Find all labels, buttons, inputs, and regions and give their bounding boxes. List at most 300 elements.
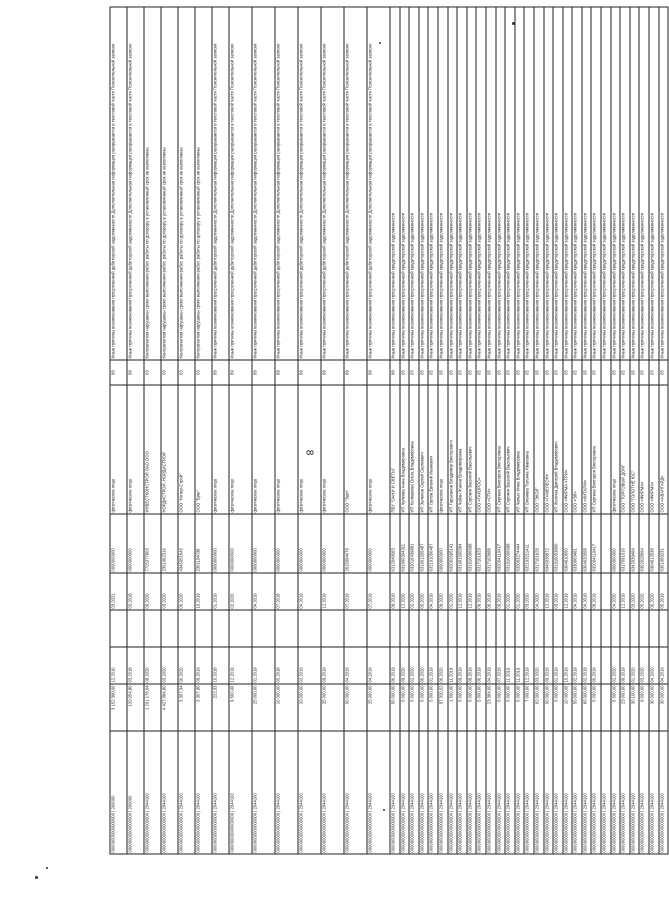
date-due-cell: 12.2019 xyxy=(321,573,344,610)
date-extra-cell xyxy=(505,610,515,647)
reason-text-cell: Иные причины возникновения просроченной дебиторской задолженности Дополнительная информация раскрывается в текстовой части Пояснительной записки xyxy=(367,7,390,360)
inn-cell: 632103211411 xyxy=(524,514,534,573)
reason-text-cell: Иные причины возникновения просроченной кредиторской задолженности xyxy=(476,7,486,360)
amount-cell: 5 000,00 xyxy=(553,684,563,731)
date-due-cell: 01.2020 xyxy=(505,573,515,610)
reason-text-cell: Иные причины возникновения просроченной кредиторской задолженности xyxy=(457,7,467,360)
date-arise-cell: 12.2019 xyxy=(229,647,252,684)
counterparty-cell: ИП Жилина Дмитрий Владимирович xyxy=(553,385,563,514)
counterparty-cell: ООО "ТОРГОВЫЙ ДОМ" xyxy=(620,385,630,514)
table-row xyxy=(110,7,127,854)
inn-cell: 2301062316 xyxy=(161,514,178,573)
date-extra-cell xyxy=(524,610,534,647)
reason-code-cell: 05 xyxy=(428,360,438,385)
date-extra-cell xyxy=(419,610,429,647)
table-row xyxy=(298,7,321,854)
account-code-cell: 00000000000000000 | 2044100 xyxy=(611,731,621,854)
table-row xyxy=(544,7,554,854)
date-extra-cell xyxy=(476,610,486,647)
date-due-cell: 04.2020 xyxy=(534,573,544,610)
table-row xyxy=(428,7,438,854)
reason-code-cell: 05 xyxy=(563,360,573,385)
date-due-cell: 03.2019 xyxy=(553,573,563,610)
reason-code-cell: 05 xyxy=(544,360,554,385)
reason-code-cell: 05 xyxy=(639,360,649,385)
table-row xyxy=(144,7,161,854)
inn-cell: 2615094479 xyxy=(344,514,367,573)
amount-cell: 50 000,00 xyxy=(544,684,554,731)
reason-code-cell: 05 xyxy=(448,360,458,385)
reason-text-cell: Контрагентом нарушены сроки выполнения работ, работы по договору в установленный срок не выполнены xyxy=(161,7,178,360)
reason-text-cell: Иные причины возникновения просроченной дебиторской задолженности Дополнительная информация раскрывается в текстовой части Пояснительной записки xyxy=(110,7,127,360)
table-row xyxy=(476,7,486,854)
amount-cell: 5 000,00 xyxy=(400,684,410,731)
date-extra-cell xyxy=(534,610,544,647)
date-extra-cell xyxy=(659,610,669,647)
date-arise-cell: 09.2020 xyxy=(400,647,410,684)
date-due-cell: 12.2019 xyxy=(620,573,630,610)
reason-text-cell: Контрагентом нарушены сроки выполнения работ, работы по договору в установленный срок не выполнены xyxy=(178,7,195,360)
date-due-cell: 05.2020 xyxy=(419,573,429,610)
table-row xyxy=(611,7,621,854)
date-extra-cell xyxy=(438,610,448,647)
date-arise-cell: 03.2020 xyxy=(534,647,544,684)
amount-cell: 23 384,00 xyxy=(486,684,496,731)
account-code-cell: 00000000000000000 | 2044100 xyxy=(390,731,400,854)
date-arise-cell: 02.2019 xyxy=(582,647,592,684)
date-arise-cell: 04.2019 xyxy=(659,647,669,684)
table-row xyxy=(496,7,506,854)
date-due-cell: 04.2019 xyxy=(582,573,592,610)
date-due-cell xyxy=(601,573,611,610)
inn-cell: 0000000000 xyxy=(229,514,252,573)
amount-cell: 3 307,34 xyxy=(178,684,195,731)
date-due-cell: 03.2021 xyxy=(110,573,127,610)
reason-code-cell: 05 xyxy=(409,360,419,385)
inn-cell: 0000000000 xyxy=(611,514,621,573)
scan-speck xyxy=(46,867,48,869)
counterparty-cell: ООО "ЭКОЛ" xyxy=(534,385,544,514)
date-extra-cell xyxy=(553,610,563,647)
amount-cell: 120 054,80 xyxy=(127,684,144,731)
date-due-cell: 09.2019 xyxy=(390,573,400,610)
table-row xyxy=(419,7,429,854)
counterparty-cell: ИП Сорокин Василий Васильевич xyxy=(467,385,477,514)
counterparty-cell: физическое лицо xyxy=(127,385,144,514)
counterparty-cell: ООО "Эшп" xyxy=(344,385,367,514)
date-due-cell: 03.2020 xyxy=(630,573,640,610)
inn-cell: 6312049583 xyxy=(390,514,400,573)
date-extra-cell xyxy=(496,610,506,647)
date-arise-cell: 09.2019 xyxy=(321,647,344,684)
date-due-cell: 09.2020 xyxy=(438,573,448,610)
reason-code-cell: 05 xyxy=(620,360,630,385)
account-code-cell: 00000000000000000 | 2044100 xyxy=(572,731,582,854)
date-extra-cell xyxy=(649,610,659,647)
date-arise-cell: 04.2019 xyxy=(367,647,390,684)
amount-cell: 5 000,00 xyxy=(428,684,438,731)
counterparty-cell: НОРДИСТРОЙ, НОРДИСТРОЙ xyxy=(161,385,178,514)
account-code-cell: 00000000000000000 | 2044100 xyxy=(659,731,669,854)
date-due-cell: 08.2019 xyxy=(591,573,601,610)
account-code-cell: 00000000000000000 | 2044100 xyxy=(409,731,419,854)
counterparty-cell: ООО «ФИРМА» xyxy=(649,385,659,514)
table-row xyxy=(572,7,582,854)
reason-code-cell: 05 xyxy=(419,360,429,385)
reason-code-cell: 05 xyxy=(630,360,640,385)
account-code-cell: 00000000000000000 | 2044100 xyxy=(544,731,554,854)
account-code-cell: 00000000000000000 | 2044100 xyxy=(144,731,161,854)
amount-cell: 1 201 178,64 xyxy=(144,684,161,731)
reason-code-cell: 05 xyxy=(582,360,592,385)
account-code-cell: 00000000000000000 | 2044100 xyxy=(524,731,534,854)
reason-code-cell: 05 xyxy=(486,360,496,385)
account-code-cell: 00000000000000000 | 2044100 xyxy=(195,731,212,854)
table-row xyxy=(649,7,659,854)
amount-cell: 30 100,00 xyxy=(630,684,640,731)
inn-cell: 631900304311 xyxy=(400,514,410,573)
date-arise-cell: 01.2019 xyxy=(553,647,563,684)
inn-cell: 2301104038 xyxy=(195,514,212,573)
table-row xyxy=(400,7,410,854)
inn-cell: 6301069231 xyxy=(659,514,669,573)
date-arise-cell: 06.2019 xyxy=(476,647,486,684)
date-extra-cell xyxy=(178,610,195,647)
inn-cell: 631901205487 xyxy=(419,514,429,573)
date-extra-cell xyxy=(400,610,410,647)
date-arise-cell: 11.2019 xyxy=(505,647,515,684)
amount-cell: 10 000,00 xyxy=(563,684,573,731)
account-code-cell: 00000000000000000 | 2044100 xyxy=(591,731,601,854)
counterparty-cell: ИП Чалых Инна Владимировна xyxy=(515,385,525,514)
counterparty-cell: ООО "ГОЛОТНЕ ЮС" xyxy=(630,385,640,514)
date-due-cell: 04.2019 xyxy=(252,573,275,610)
table-row xyxy=(448,7,458,854)
date-arise-cell: 03.2020 xyxy=(639,647,649,684)
table-row xyxy=(515,7,525,854)
counterparty-cell: ИП Сергеев Виктория Викторовна xyxy=(496,385,506,514)
reason-code-cell: 05 xyxy=(572,360,582,385)
reason-code-cell: 89 xyxy=(212,360,229,385)
counterparty-cell: ООО «ФИРМА» xyxy=(639,385,649,514)
reason-text-cell: Иные причины возникновения просроченной кредиторской задолженности xyxy=(601,7,611,360)
inn-cell: 6302028694 xyxy=(639,514,649,573)
reason-text-cell: Иные причины возникновения просроченной кредиторской задолженности xyxy=(390,7,400,360)
reason-text-cell: Контрагентом нарушены сроки выполнения работ, работы по договору в установленный срок не выполнены xyxy=(195,7,212,360)
inn-cell: 632004110417 xyxy=(496,514,506,573)
page-number: 8 xyxy=(303,449,315,456)
amount-cell: 92 000,00 xyxy=(534,684,544,731)
account-code-cell: 00000000000000000 | 2044100 xyxy=(457,731,467,854)
amount-cell: 7 000,00 xyxy=(524,684,534,731)
date-due-cell: 12.2020 xyxy=(400,573,410,610)
amount-cell: 20 000,00 xyxy=(298,684,321,731)
reason-text-cell: Иные причины возникновения просроченной кредиторской задолженности xyxy=(496,7,506,360)
amount-cell: 5 000,00 xyxy=(467,684,477,731)
date-extra-cell xyxy=(127,610,144,647)
counterparty-cell: физическое лицо xyxy=(321,385,344,514)
account-code-cell: 00000000000000000 | 2044100 xyxy=(229,731,252,854)
inn-cell: 0000000000 xyxy=(252,514,275,573)
account-code-cell: 00000000000000000 | 2044100 xyxy=(275,731,298,854)
date-extra-cell xyxy=(639,610,649,647)
reason-code-cell: 05 xyxy=(659,360,669,385)
counterparty-cell: физическое лицо xyxy=(229,385,252,514)
account-code-cell: 00000000000000000 | 200000 xyxy=(127,731,144,854)
counterparty-cell: физическое лицо xyxy=(298,385,321,514)
date-arise-cell: 01.2019 xyxy=(252,647,275,684)
reason-code-cell xyxy=(601,360,611,385)
ledger-table xyxy=(110,7,669,855)
account-code-cell: 00000000000000000 | 2044100 xyxy=(367,731,390,854)
date-extra-cell xyxy=(601,610,611,647)
account-code-cell: 00000000000000000 | 2044100 xyxy=(400,731,410,854)
date-extra-cell xyxy=(428,610,438,647)
amount-cell: 1 500,00 xyxy=(448,684,458,731)
counterparty-cell: ООО «АВАНГАРД» xyxy=(659,385,669,514)
reason-code-cell: 89 xyxy=(110,360,127,385)
date-arise-cell: 01.2019 xyxy=(428,647,438,684)
account-code-cell: 00000000000000000 | 2044100 xyxy=(639,731,649,854)
inn-cell: 6304020058 xyxy=(582,514,592,573)
counterparty-cell: ИП Оленева Татьяна Ивановна xyxy=(524,385,534,514)
inn-cell: 0000000000 xyxy=(127,514,144,573)
date-extra-cell xyxy=(457,610,467,647)
table-row xyxy=(321,7,344,854)
inn-cell: 0000000000 xyxy=(321,514,344,573)
amount-cell: 50 000,00 xyxy=(344,684,367,731)
date-extra-cell xyxy=(144,610,161,647)
table-row xyxy=(275,7,298,854)
date-extra-cell xyxy=(229,610,252,647)
date-extra-cell xyxy=(110,610,127,647)
date-due-cell: 06.2019 xyxy=(486,573,496,610)
date-extra-cell xyxy=(467,610,477,647)
amount-cell: 25 000,00 xyxy=(321,684,344,731)
date-due-cell: 12.2019 xyxy=(457,573,467,610)
date-due-cell: 04.2019 xyxy=(572,573,582,610)
date-due-cell: 12.2019 xyxy=(467,573,477,610)
table-row xyxy=(344,7,367,854)
amount-cell: 5 000,00 xyxy=(591,684,601,731)
reason-code-cell: 05 xyxy=(515,360,525,385)
date-arise-cell: 09.2019 xyxy=(544,647,554,684)
amount-cell: 9 000,00 xyxy=(639,684,649,731)
date-extra-cell xyxy=(344,610,367,647)
inn-cell: 6342039484 xyxy=(630,514,640,573)
counterparty-cell: ООО "Брег" xyxy=(195,385,212,514)
reason-text-cell: Иные причины возникновения просроченной дебиторской задолженности Дополнительная информация раскрывается в текстовой части Пояснительной записки xyxy=(252,7,275,360)
date-extra-cell xyxy=(630,610,640,647)
date-due-cell: 07.2019 xyxy=(344,573,367,610)
reason-text-cell: Иные причины возникновения просроченной кредиторской задолженности xyxy=(572,7,582,360)
counterparty-cell: ИП Сорокин Василий Васильевич xyxy=(505,385,515,514)
reason-code-cell: 05 xyxy=(496,360,506,385)
table-row xyxy=(212,7,229,854)
reason-text-cell: Иные причины возникновения просроченной кредиторской задолженности xyxy=(467,7,477,360)
account-code-cell: 00000000000000000 | 2044100 xyxy=(582,731,592,854)
date-arise-cell: 12.2016 xyxy=(110,647,127,684)
inn-cell: 6330063481 xyxy=(572,514,582,573)
counterparty-cell: физическое лицо xyxy=(212,385,229,514)
date-arise-cell: 06.2019 xyxy=(591,647,601,684)
amount-cell: 25 000,00 xyxy=(367,684,390,731)
counterparty-cell: ООО «ГАКОРОС» xyxy=(476,385,486,514)
date-arise-cell: 06.2019 xyxy=(390,647,400,684)
date-due-cell: 12.2019 xyxy=(563,573,573,610)
date-due-cell: 04.2019 xyxy=(298,573,321,610)
reason-text-cell: Иные причины возникновения просроченной дебиторской задолженности Дополнительная информация раскрывается в текстовой части Пояснительной записки xyxy=(344,7,367,360)
date-arise-cell: 03.2018 xyxy=(127,647,144,684)
inn-cell: 631910056698 xyxy=(467,514,477,573)
inn-cell: 6304010650 xyxy=(563,514,573,573)
table-row xyxy=(486,7,496,854)
date-arise-cell: 04.2019 xyxy=(344,647,367,684)
date-due-cell: 09.2019 xyxy=(496,573,506,610)
reason-code-cell: 05 xyxy=(467,360,477,385)
table-row xyxy=(467,7,477,854)
counterparty-cell: ИП Зеленов Сергей Сергеевич xyxy=(419,385,429,514)
date-arise-cell: 06.2020 xyxy=(438,647,448,684)
date-due-cell: 04.2020 xyxy=(611,573,621,610)
table-row xyxy=(534,7,544,854)
account-code-cell: 00000000000000000 | 2044100 xyxy=(649,731,659,854)
reason-text-cell: Иные причины возникновения просроченной кредиторской задолженности xyxy=(582,7,592,360)
account-code-cell: 00000000000000000 | 2044100 xyxy=(601,731,611,854)
counterparty-cell: ИП Гараханов Владимир Викторович xyxy=(448,385,458,514)
account-code-cell: 00000000000000000 | 2044100 xyxy=(467,731,477,854)
date-arise-cell xyxy=(601,647,611,684)
reason-text-cell: Иные причины возникновения просроченной кредиторской задолженности xyxy=(611,7,621,360)
table-row xyxy=(195,7,212,854)
account-code-cell: 00000000000000000 | 2044100 xyxy=(534,731,544,854)
amount-cell: 4 427 084,80 xyxy=(161,684,178,731)
amount-cell: 6 500,00 xyxy=(611,684,621,731)
account-code-cell: 00000000000000000 | 2044100 xyxy=(563,731,573,854)
reason-text-cell: Иные причины возникновения просроченной кредиторской задолженности xyxy=(534,7,544,360)
inn-cell: 632003274444 xyxy=(515,514,525,573)
table-row xyxy=(620,7,630,854)
reason-text-cell: Иные причины возникновения просроченной кредиторской задолженности xyxy=(544,7,554,360)
reason-text-cell: Иные причины возникновения просроченной кредиторской задолженности xyxy=(438,7,448,360)
account-code-cell: 00000000000000000 | 2044100 xyxy=(630,731,640,854)
inn-cell: 632004110417 xyxy=(591,514,601,573)
date-arise-cell: 06.2020 xyxy=(419,647,429,684)
amount-cell xyxy=(601,684,611,731)
table-row xyxy=(252,7,275,854)
date-due-cell: 06.2019 xyxy=(659,573,669,610)
date-arise-cell: 04.2019 xyxy=(486,647,496,684)
reason-code-cell: 05 xyxy=(534,360,544,385)
date-extra-cell xyxy=(591,610,601,647)
table-row xyxy=(639,7,649,854)
date-arise-cell: 02.2020 xyxy=(409,647,419,684)
counterparty-cell: физическое лицо xyxy=(110,385,127,514)
date-due-cell: 12.2019 xyxy=(544,573,554,610)
date-extra-cell xyxy=(367,610,390,647)
date-arise-cell: 04.2020 xyxy=(649,647,659,684)
table-row xyxy=(457,7,467,854)
inn-cell: 631910056698 xyxy=(505,514,515,573)
inn-cell: 6317101629 xyxy=(476,514,486,573)
reason-text-cell: Иные причины возникновения просроченной кредиторской задолженности xyxy=(400,7,410,360)
table-row xyxy=(367,7,390,854)
reason-text-cell: Иные причины возникновения просроченной дебиторской задолженности Дополнительная информация раскрывается в текстовой части Пояснительной записки xyxy=(212,7,229,360)
amount-cell: 30 000,00 xyxy=(659,684,669,731)
account-code-cell: 00000000000000000 | 2044100 xyxy=(252,731,275,854)
amount-cell: 25 000,00 xyxy=(252,684,275,731)
date-due-cell: 09.2019 xyxy=(476,573,486,610)
inn-cell: 632016439881 xyxy=(409,514,419,573)
date-arise-cell: 11.2019 xyxy=(515,647,525,684)
amount-cell: 5 000,00 xyxy=(457,684,467,731)
reason-text-cell: Иные причины возникновения просроченной кредиторской задолженности xyxy=(428,7,438,360)
date-extra-cell xyxy=(486,610,496,647)
counterparty-cell: ИНВЕСТКОНСТРОЙ ОАО ООО xyxy=(144,385,161,514)
reason-text-cell: Иные причины возникновения просроченной кредиторской задолженности xyxy=(639,7,649,360)
counterparty-cell: ИП Сергеев Виктория Викторовна xyxy=(591,385,601,514)
amount-cell: 50 000,00 xyxy=(390,684,400,731)
table-row xyxy=(659,7,669,854)
amount-cell: 5 000,00 xyxy=(496,684,506,731)
inn-cell: 0000000000 xyxy=(212,514,229,573)
amount-cell: 3 307,86 xyxy=(195,684,212,731)
account-code-cell: 00000000000000000 | 2044100 xyxy=(505,731,515,854)
counterparty-cell: физическое лицо xyxy=(252,385,275,514)
reason-text-cell: Иные причины возникновения просроченной кредиторской задолженности xyxy=(563,7,573,360)
reason-text-cell: Иные причины возникновения просроченной кредиторской задолженности xyxy=(553,7,563,360)
date-arise-cell: 07.2019 xyxy=(496,647,506,684)
date-extra-cell xyxy=(298,610,321,647)
counterparty-cell: физическое лицо xyxy=(611,385,621,514)
date-extra-cell xyxy=(515,610,525,647)
amount-cell: 23 000,00 xyxy=(620,684,630,731)
date-due-cell: 07.2018 xyxy=(275,573,298,610)
date-extra-cell xyxy=(448,610,458,647)
account-code-cell: 00000000000000000 | 2044100 xyxy=(448,731,458,854)
date-due-cell: 06.2020 xyxy=(178,573,195,610)
date-arise-cell: 10.2019 xyxy=(563,647,573,684)
date-extra-cell xyxy=(620,610,630,647)
table-row xyxy=(601,7,611,854)
counterparty-cell: ИП Орлов Евгений Иванович xyxy=(428,385,438,514)
date-extra-cell xyxy=(544,610,554,647)
amount-cell: 50 000,00 xyxy=(572,684,582,731)
reason-code-cell: 05 xyxy=(457,360,467,385)
date-extra-cell xyxy=(409,610,419,647)
amount-cell: 222,33 xyxy=(212,684,229,731)
inn-cell: 0000000000 xyxy=(298,514,321,573)
table-row xyxy=(524,7,534,854)
date-arise-cell: 10.2018 xyxy=(212,647,229,684)
counterparty-cell: ООО "Интер-Строй" xyxy=(178,385,195,514)
date-due-cell: 01.2019 xyxy=(212,573,229,610)
account-code-cell: 00000000000000000 | 2044100 xyxy=(428,731,438,854)
account-code-cell: 00000000000000000 | 2044100 xyxy=(438,731,448,854)
counterparty-cell: физическое лицо xyxy=(438,385,448,514)
reason-text-cell: Иные причины возникновения просроченной дебиторской задолженности Дополнительная информация раскрывается в текстовой части Пояснительной записки xyxy=(229,7,252,360)
counterparty-cell: ИП Чабан Жанна Владимировна xyxy=(457,385,467,514)
reason-text-cell: Иные причины возникновения просроченной дебиторской задолженности Дополнительная информация раскрывается в текстовой части Пояснительной записки xyxy=(127,7,144,360)
reason-text-cell: Иные причины возникновения просроченной кредиторской задолженности xyxy=(630,7,640,360)
amount-cell: 9 500,00 xyxy=(229,684,252,731)
reason-code-cell: 89 xyxy=(275,360,298,385)
inn-cell: 6317091016 xyxy=(620,514,630,573)
reason-code-cell: 03 xyxy=(161,360,178,385)
table-row xyxy=(582,7,592,854)
reason-text-cell: Иные причины возникновения просроченной дебиторской задолженности Дополнительная информация раскрывается в текстовой части Пояснительной записки xyxy=(275,7,298,360)
date-extra-cell xyxy=(582,610,592,647)
